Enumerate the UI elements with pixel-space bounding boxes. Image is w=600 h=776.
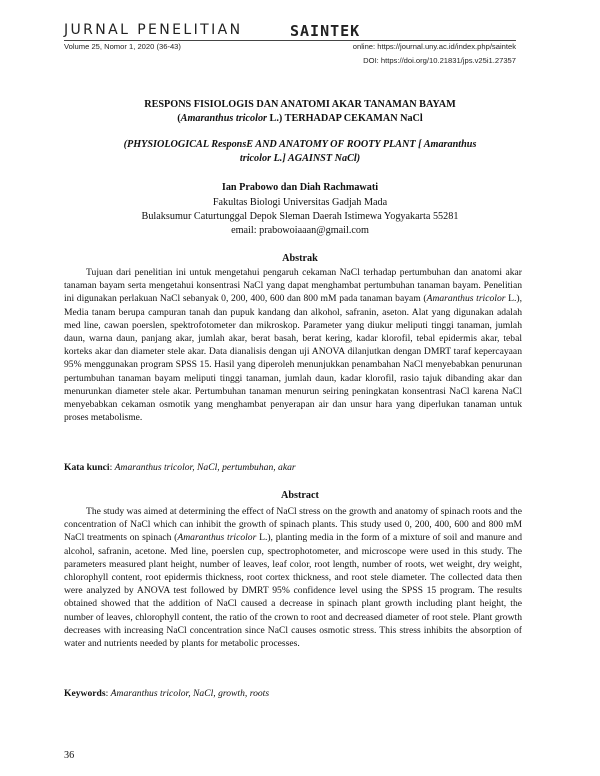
online-link[interactable]: online: https://journal.uny.ac.id/index.php/saintek xyxy=(352,42,516,51)
doi-link[interactable]: DOI: https://doi.org/10.21831/jps.v25i1.27357 xyxy=(363,56,516,65)
affiliation-address: Bulaksumur Caturtunggal Depok Sleman Daerah Istimewa Yogyakarta 55281 xyxy=(141,211,459,222)
affiliation-faculty: Fakultas Biologi Universitas Gadjah Mada xyxy=(212,197,388,208)
title-en-line1: (PHYSIOLOGICAL ResponsE AND ANATOMY OF ROOTY PLANT [ Amaranthus xyxy=(123,139,477,150)
title-en-line2: tricolor L.] AGAINST NaCl) xyxy=(239,153,361,164)
header-rule xyxy=(64,40,516,41)
authors: Ian Prabowo dan Diah Rachmawati xyxy=(221,182,379,193)
journal-logo: SAINTEK xyxy=(290,22,361,40)
journal-header xyxy=(64,22,516,65)
journal-title: JURNAL PENELITIAN xyxy=(64,22,243,38)
keywords: Keywords: Amaranthus tricolor, NaCl, growth, roots xyxy=(64,688,270,699)
abstract-text: The study was aimed at determining the effect of NaCl stress on the growth and anatomy of spinach roots and the concentration of NaCl which can inhibit the growth of spinach plants. This study used 0, 200, 400, 600 and 800 mM NaCl treatments on spinach (Amaranthus tricolor L.), planting media in the form of a mixture of soil and manure and alcohol, safranin, acetone. Med line, poerslen cup, spectrophotometer, and microscope were used in this study. The parameters measured plant height, number of leaves, leaf color, root length, number of roots, wet weight, dry weight, chlorophyll content, root epidermis thickness, root cortex thickness, and root stele diameter. The collected data then were analyzed by ANOVA test followed by DMRT 95% confidence level using the SPSS 15 program. The results obtained showed that the addition of NaCl caused a decrease in spinach plant growth including plant height, the number of leaves, chlorophyll content, the ratio of the crown to root and decreased diameter of root stele. Plant growth decreases with increasing NaCl concentration since NaCl causes osmotic stress. This stress inhibits the absorption of water and nutrients needed by plants for metabolic processes. xyxy=(64,506,522,650)
abstrak-text: Tujuan dari penelitian ini untuk mengetahui pengaruh cekaman NaCl terhadap pertumbuhan dan anatomi akar tanaman bayam serta mengetahui konsentrasi NaCl yang dapat menghambat pertumbuhan tanaman bayam. Penelitian ini digunakan perlakuan NaCl sebanyak 0, 200, 400, 600 dan 800 mM pada tanaman bayam (Amaranthus tricolor L.), Media tanam berupa campuran tanah dan pupuk kandang dan alkohol, safranin, aseton. Alat yang digunakan adalah med line, cawan poerslen, spektrofotometer dan mikroskop. Parameter yang diukur meliputi tinggi tanaman, jumlah daun, warna daun, panjang akar, jumlah akar, berat basah, berat kering, kadar klorofil, tebal epidermis akar, tebal korteks akar dan diameter stele akar. Data dianalisis dengan uji ANOVA dilanjutkan dengan DMRT taraf kepercayaan 95% menggunakan program SPSS 15. Hasil yang diperoleh menunjukkan penambahan NaCl menyebabkan penurunan pertumbuhan tanaman bayam meliputi tinggi tanaman, jumlah daun, kadar klorofil, rasio tajuk dibanding akar dan menurunkan diameter stele akar. Pertumbuhan tanaman menurun seiring peningkatan konsentrasi NaCl karena NaCl menyebabkan cekaman osmotik yang menghambat penyerapan air dan unsur hara yang diperlukan tanaman untuk proses metabolisme. xyxy=(64,267,522,424)
page-number: 36 xyxy=(64,750,75,761)
title-id-line2: (Amaranthus tricolor L.) TERHADAP CEKAMAN NaCl xyxy=(177,113,423,124)
abstrak-heading: Abstrak xyxy=(282,253,318,264)
title-id-line1: RESPONS FISIOLOGIS DAN ANATOMI AKAR TANAMAN BAYAM xyxy=(144,99,456,110)
title-indonesian xyxy=(70,98,530,126)
abstract-heading: Abstract xyxy=(281,490,319,501)
title-english xyxy=(70,138,530,166)
kata-kunci: Kata kunci: Amaranthus tricolor, NaCl, pertumbuhan, akar xyxy=(64,462,296,473)
volume-info: Volume 25, Nomor 1, 2020 (36-43) xyxy=(64,42,181,51)
affiliation-email[interactable]: email: prabowoiaaan@gmail.com xyxy=(231,225,369,236)
title-id-species: Amaranthus tricolor xyxy=(180,113,267,124)
